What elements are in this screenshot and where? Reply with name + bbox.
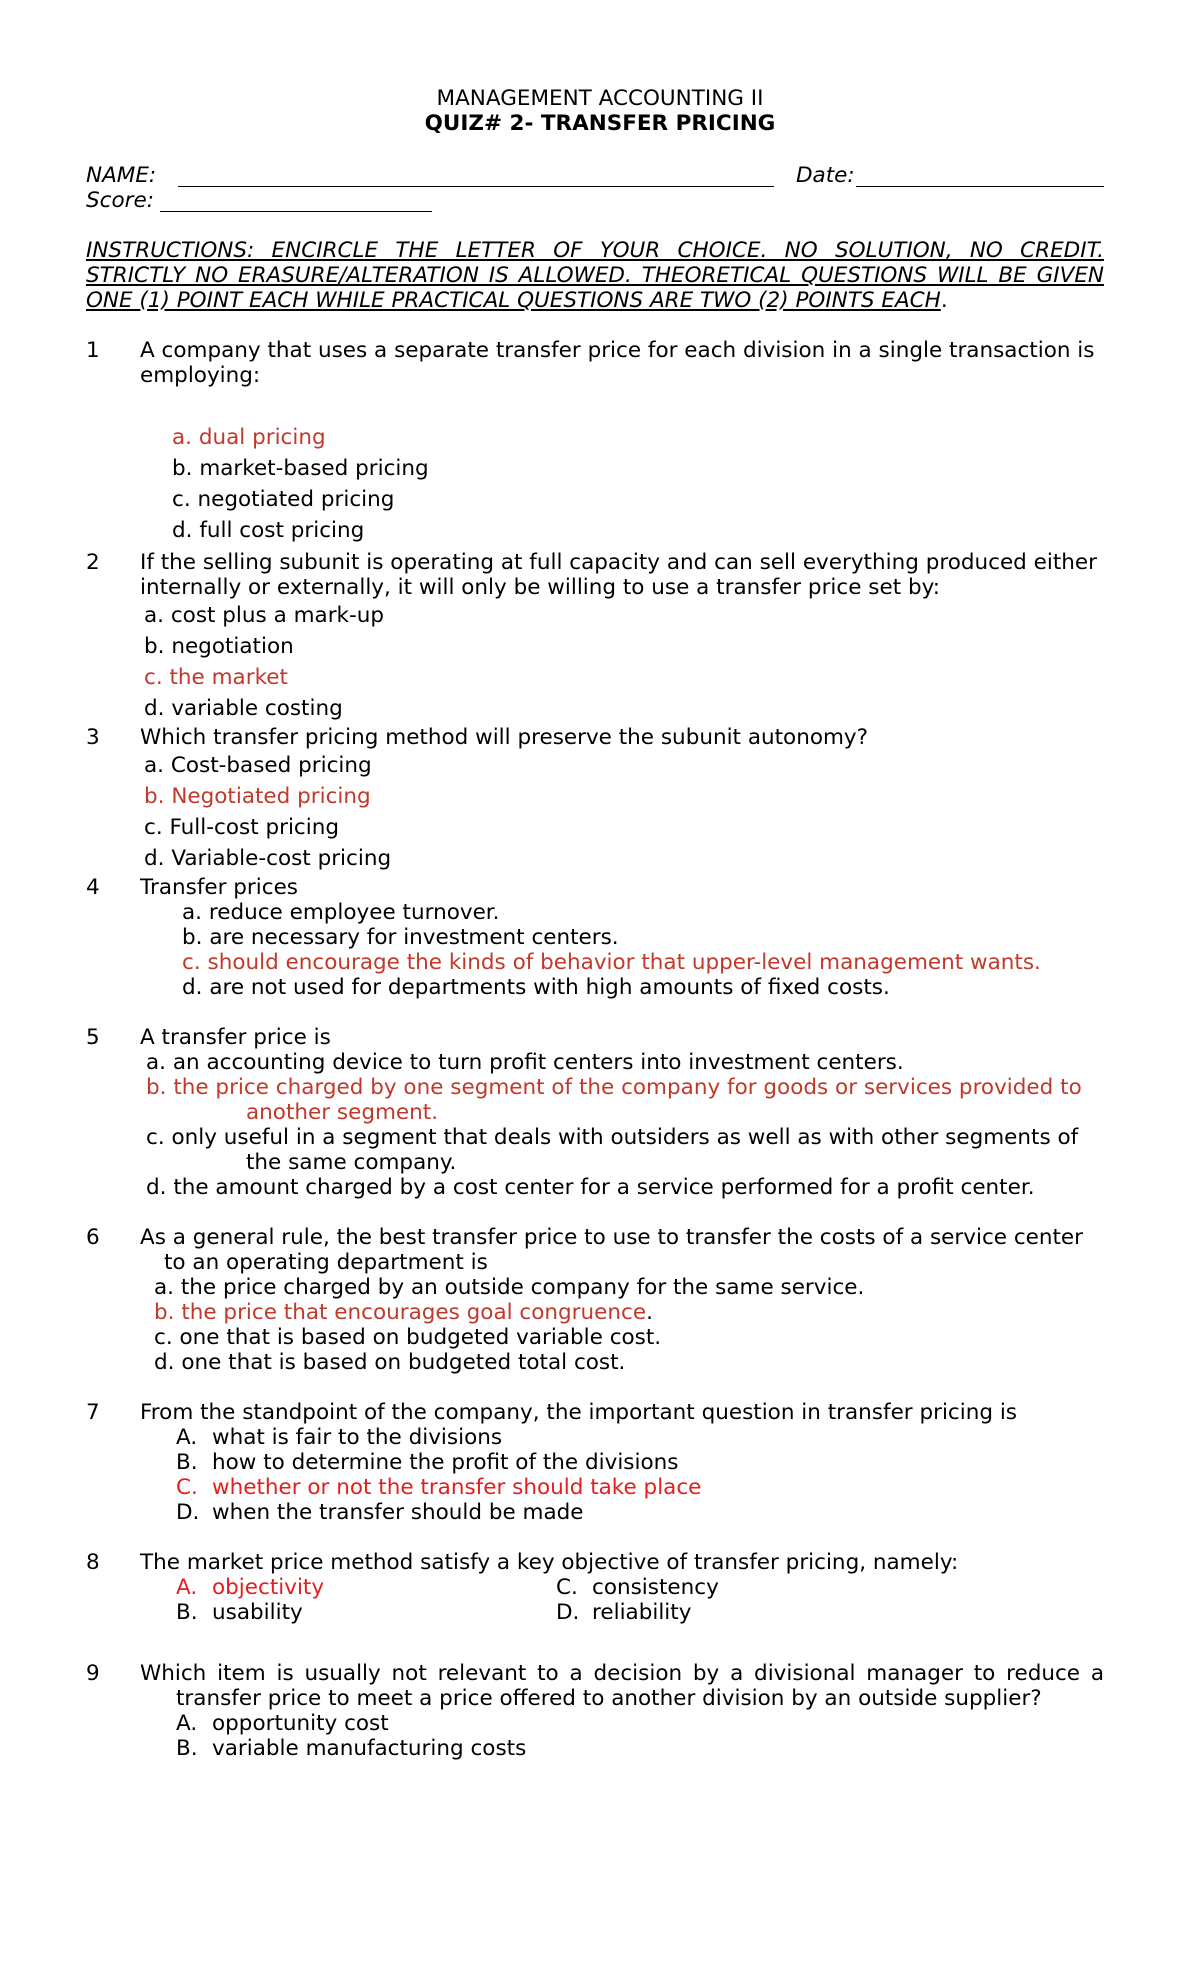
option-b[interactable]: b. are necessary for investment centers. (182, 925, 619, 950)
date-label: Date: (796, 163, 855, 188)
option-a-letter-answer[interactable]: A. (176, 1575, 198, 1600)
question-stem: From the standpoint of the company, the important question in transfer pricing is (140, 1400, 1018, 1425)
question-number: 4 (86, 875, 100, 900)
question-number: 8 (86, 1550, 100, 1575)
question-number: 7 (86, 1400, 100, 1425)
option-c[interactable]: c. one that is based on budgeted variable cost. (154, 1325, 662, 1350)
option-d[interactable]: d. variable costing (144, 696, 343, 721)
option-b-answer[interactable]: b. the price that encourages goal congruence (154, 1300, 647, 1325)
option-a-answer[interactable]: objectivity (212, 1575, 325, 1600)
option-c-answer[interactable]: c. should encourage the kinds of behavior that upper-level management wants. (182, 950, 1041, 975)
option-a[interactable]: opportunity cost (212, 1711, 389, 1736)
option-c[interactable]: c. only useful in a segment that deals with outsiders as well as with other segments of (146, 1125, 1079, 1150)
question-stem: If the selling subunit is operating at full capacity and can sell everything produced either (140, 550, 1097, 575)
option-a[interactable]: a. reduce employee turnover. (182, 900, 500, 925)
option-b-answer[interactable]: b. Negotiated pricing (144, 784, 371, 809)
option-a-letter[interactable]: A. (176, 1711, 198, 1736)
question-stem: Which item is usually not relevant to a decision by a divisional manager to reduce a (140, 1661, 1104, 1686)
question-stem: A company that uses a separate transfer price for each division in a single transaction is (140, 338, 1095, 363)
question-number: 9 (86, 1661, 100, 1686)
score-label: Score: (86, 188, 154, 213)
option-d[interactable]: reliability (592, 1600, 692, 1625)
question-stem: Transfer prices (140, 875, 298, 900)
option-a[interactable]: a. the price charged by an outside company for the same service. (154, 1275, 865, 1300)
question-number: 1 (86, 338, 100, 363)
option-d-letter[interactable]: D. (176, 1500, 200, 1525)
option-a[interactable]: a. an accounting device to turn profit centers into investment centers. (146, 1050, 904, 1075)
option-d[interactable]: d. one that is based on budgeted total cost. (154, 1350, 626, 1375)
option-b-letter[interactable]: B. (176, 1736, 198, 1761)
option-d[interactable]: when the transfer should be made (212, 1500, 584, 1525)
option-a-letter[interactable]: A. (176, 1425, 198, 1450)
instructions-end: . (940, 288, 948, 313)
question-stem: As a general rule, the best transfer price to use to transfer the costs of a service center (140, 1225, 1083, 1250)
option-b-line (154, 1300, 653, 1325)
question-number: 2 (86, 550, 100, 575)
option-a[interactable]: a. Cost-based pricing (144, 753, 372, 778)
option-c-cont: the same company. (246, 1150, 457, 1175)
date-field[interactable] (856, 186, 1104, 187)
question-stem: Which transfer pricing method will preserve the subunit autonomy? (140, 725, 869, 750)
quiz-title: QUIZ# 2- TRANSFER PRICING (424, 111, 776, 136)
question-number: 6 (86, 1225, 100, 1250)
option-a[interactable]: what is fair to the divisions (212, 1425, 503, 1450)
option-a[interactable]: a. cost plus a mark-up (144, 603, 385, 628)
question-number: 5 (86, 1025, 100, 1050)
option-d[interactable]: d. are not used for departments with high amounts of fixed costs. (182, 975, 890, 1000)
score-field[interactable] (160, 211, 432, 212)
option-b[interactable]: usability (212, 1600, 303, 1625)
option-b-answer-cont: another segment. (246, 1100, 439, 1125)
option-b-letter[interactable]: B. (176, 1450, 198, 1475)
option-c-answer[interactable]: c. the market (144, 665, 288, 690)
option-c[interactable]: c. Full-cost pricing (144, 815, 339, 840)
option-b[interactable]: b. negotiation (144, 634, 294, 659)
question-stem: transfer price to meet a price offered to another division by an outside supplier? (176, 1686, 1042, 1711)
option-b-period: . (646, 1300, 653, 1325)
course-title: MANAGEMENT ACCOUNTING II (436, 86, 764, 111)
instructions (86, 238, 1104, 313)
option-b-letter[interactable]: B. (176, 1600, 198, 1625)
question-stem: to an operating department is (164, 1250, 488, 1275)
option-d-letter[interactable]: D. (556, 1600, 580, 1625)
option-b[interactable]: how to determine the profit of the divisions (212, 1450, 679, 1475)
option-c-answer[interactable]: whether or not the transfer should take place (212, 1475, 702, 1500)
question-number: 3 (86, 725, 100, 750)
question-stem: The market price method satisfy a key objective of transfer pricing, namely: (140, 1550, 959, 1575)
instructions-text: INSTRUCTIONS: ENCIRCLE THE LETTER OF YOUR CHOICE. NO SOLUTION, NO CREDIT. STRICTLY NO ERASURE/ALTERATION IS ALLOWED. THEORETICAL QUESTIONS WILL BE GIVEN ONE (1) POINT EACH WHILE PRACTICAL QUESTIONS ARE TWO (2) POINTS EACH (86, 238, 1104, 313)
option-c-letter[interactable]: C. (556, 1575, 578, 1600)
option-c[interactable]: c. negotiated pricing (172, 487, 395, 512)
option-d[interactable]: d. Variable-cost pricing (144, 846, 392, 871)
option-c-letter-answer[interactable]: C. (176, 1475, 198, 1500)
option-d[interactable]: d. the amount charged by a cost center for a service performed for a profit center. (146, 1175, 1035, 1200)
question-stem: employing: (140, 363, 261, 388)
name-field[interactable] (178, 186, 774, 187)
option-c[interactable]: consistency (592, 1575, 719, 1600)
option-b-answer[interactable]: b. the price charged by one segment of the company for goods or services provided to (146, 1075, 1082, 1100)
option-b[interactable]: b. market-based pricing (172, 456, 429, 481)
option-d[interactable]: d. full cost pricing (172, 518, 365, 543)
name-label: NAME: (86, 163, 157, 188)
question-stem: internally or externally, it will only be willing to use a transfer price set by: (140, 575, 941, 600)
option-b[interactable]: variable manufacturing costs (212, 1736, 527, 1761)
option-a-answer[interactable]: a. dual pricing (172, 425, 326, 450)
question-stem: A transfer price is (140, 1025, 331, 1050)
